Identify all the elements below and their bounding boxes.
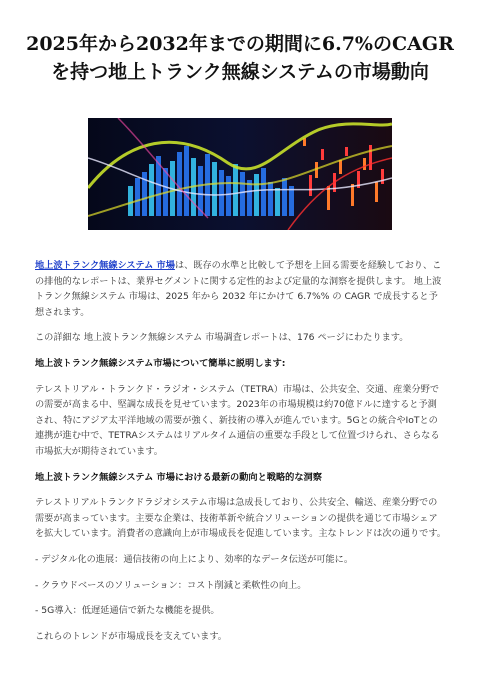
hero-candle — [381, 169, 384, 184]
hero-bar — [247, 180, 252, 216]
hero-candle — [363, 158, 366, 170]
closing-text: これらのトレンドが市場成長を支えています。 — [35, 630, 227, 642]
hero-bar — [219, 170, 224, 216]
hero-bar — [275, 188, 280, 216]
hero-bar — [177, 152, 182, 216]
hero-candle — [351, 184, 354, 206]
hero-candle — [369, 145, 372, 170]
intro-text: は、既存の水準と比較して予想を上回る需要を経験しており、この排他的なレポートは、業界セグメントに関する定性的および定量的な洞察を提供します。 地上波トランク無線システム 市場は、2025 年から 2032 年にかけて 6.7%% の CAGR で成長すると予想されます。 — [35, 260, 442, 318]
pages-note: この詳細な 地上波トランク無線システム 市場調査レポートは、176 ページにわたります。 — [35, 332, 409, 344]
hero-candle — [339, 160, 342, 174]
intro-paragraph — [35, 258, 446, 320]
page-title: 2025年から2032年までの期間に6.7%のCAGRを持つ地上トランク無線システムの市場動向 — [26, 33, 454, 83]
hero-bar — [289, 186, 294, 216]
hero-bar — [233, 164, 238, 216]
hero-bar — [184, 146, 189, 216]
hero-candle — [321, 149, 324, 160]
hero-chart-image — [88, 118, 392, 230]
hero-bar — [128, 186, 133, 216]
hero-bar — [282, 178, 287, 216]
trend-bullet: - デジタル化の進展：通信技術の向上により、効率的なデータ伝送が可能に。 — [35, 553, 354, 565]
market-report-link[interactable]: 地上波トランク無線システム 市場 — [35, 260, 175, 271]
hero-bar — [212, 162, 217, 216]
hero-bar — [254, 174, 259, 216]
hero-bar — [149, 164, 154, 216]
section-heading-trends: 地上波トランク無線システム 市場における最新の動向と戦略的な洞察 — [35, 471, 322, 483]
article-body — [35, 258, 446, 654]
hero-candle — [345, 147, 348, 156]
hero-bar — [268, 182, 273, 216]
section-heading-overview: 地上波トランク無線システム市場について簡単に説明します: — [35, 357, 286, 369]
section-trends-text: テレストリアルトランクドラジオシステム市場は急成長しており、公共安全、輸送、産業分野での需要が高まっています。主要な企業は、技術革新や統合ソリューションの提供を通じて市場シェアを拡大しています。消費者の意識向上が市場成長を促進しています。主なトレンドは次の通りです。 — [35, 497, 446, 540]
hero-candle — [375, 182, 378, 202]
hero-bar — [135, 178, 140, 216]
hero-bar — [261, 168, 266, 216]
hero-candle — [309, 175, 312, 196]
trend-bullet: - 5G導入：低遅延通信で新たな機能を提供。 — [35, 605, 220, 617]
hero-bar — [240, 172, 245, 216]
trend-bullet: - クラウドベースのソリューション：コスト削減と柔軟性の向上。 — [35, 579, 307, 591]
section-overview-text: テレストリアル・トランクド・ラジオ・システム（TETRA）市場は、公共安全、交通、産業分野での需要が高まる中、堅調な成長を見せています。2023年の市場規模は約70億ドルに達すると予測され、特にアジア太平洋地域の需要が強く、新技術の導入が進んでいます。5Gとの統合やIoTとの連携が進む中で、TETRAシステムはリアルタイム通信の重要な手段として位置づけられ、さらなる市場拡大が期待されています。 — [35, 383, 440, 457]
